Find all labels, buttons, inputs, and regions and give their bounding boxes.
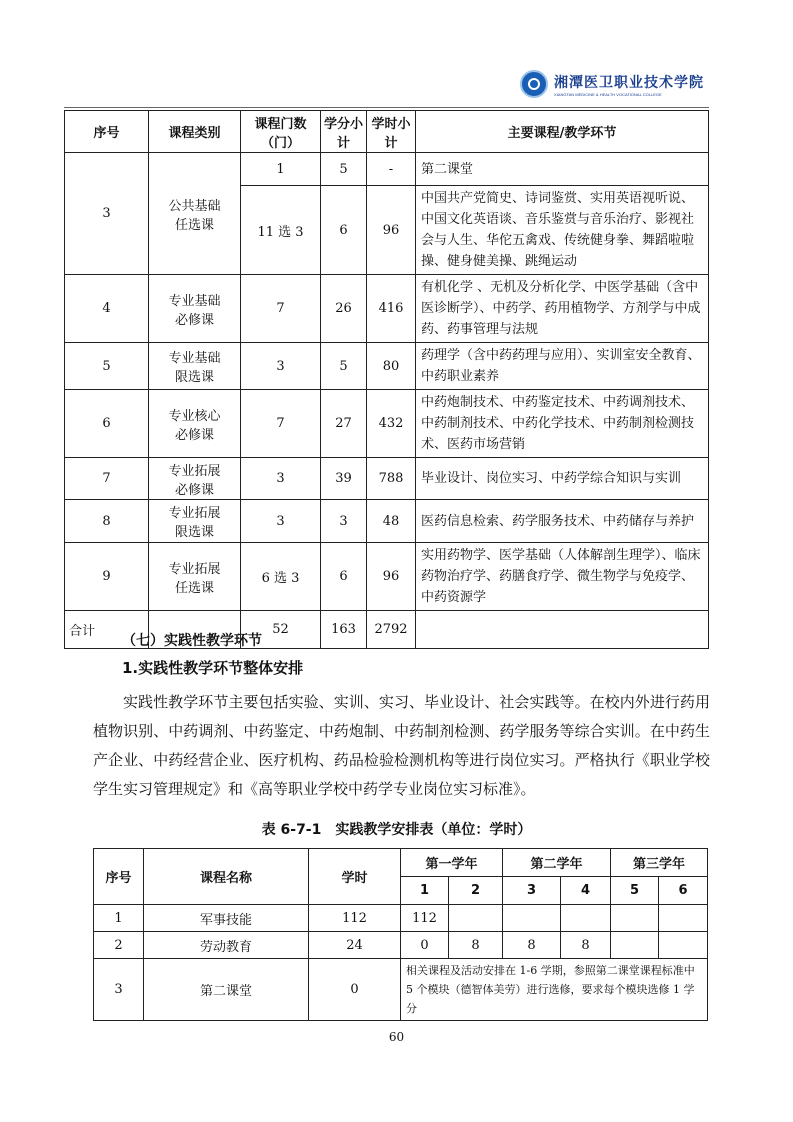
header-cell: 2 [449,877,503,905]
cell-count: 3 [241,500,321,543]
cell-no: 5 [65,343,149,390]
cell-semester-6 [659,932,708,959]
cell-no: 7 [65,458,149,500]
cell-semester-3: 8 [503,932,561,959]
cell-category: 专业拓展限选课 [149,500,241,543]
cell-count: 3 [241,458,321,500]
header-cell: 4 [561,877,611,905]
cell-main: 药理学（含中药药理与应用）、实训室安全教育、中药职业素养 [416,343,709,390]
cell-no: 6 [65,390,149,458]
cell-semester-4: 8 [561,932,611,959]
cell-credits: 3 [321,500,367,543]
cell-category: 专业拓展必修课 [149,458,241,500]
page-number: 60 [388,1030,405,1044]
header-cell: 序号 [65,111,149,153]
college-logo [520,70,704,98]
cell-hours: 112 [309,905,401,932]
cell-no: 9 [65,543,149,611]
cell-main: 医药信息检索、药学服务技术、中药储存与养护 [416,500,709,543]
cell-main: 中国共产党简史、诗词鉴赏、实用英语视听说、中国文化英语谈、音乐鉴赏与音乐治疗、影视社会与人生、华佗五禽戏、传统健身拳、舞蹈啦啦操、健身健美操、跳绳运动 [416,186,709,275]
table-row [65,500,709,543]
header-cell: 5 [611,877,659,905]
subsection-heading: 1.实践性教学环节整体安排 [122,659,304,677]
cell-semester-2 [449,905,503,932]
cell-no: 1 [94,905,144,932]
table-row [65,343,709,390]
cell-semester-2: 8 [449,932,503,959]
cell-count: 6 选 3 [241,543,321,611]
cell-semester-4 [561,905,611,932]
cell-hours: 788 [367,458,416,500]
cell-semester-1: 0 [401,932,449,959]
cell-hours: 416 [367,275,416,343]
table-row [65,458,709,500]
college-emblem-icon [520,70,548,98]
table-row [65,153,709,186]
cell-semester-6 [659,905,708,932]
cell-credits: 163 [321,611,367,649]
cell-empty [416,611,709,649]
header-cell: 3 [503,877,561,905]
cell-category: 专业拓展任选课 [149,543,241,611]
cell-credits: 27 [321,390,367,458]
cell-semester-1: 112 [401,905,449,932]
cell-main: 有机化学 、无机及分析化学、中医学基础（含中医诊断学）、中药学、药用植物学、方剂学与中成药、药事管理与法规 [416,275,709,343]
cell-name: 第二课堂 [144,959,309,1021]
cell-main: 第二课堂 [416,153,709,186]
cell-count: 52 [241,611,321,649]
table-header-row [65,111,709,153]
header-cell: 第一学年 [401,849,503,877]
cell-semester-5 [611,932,659,959]
cell-hours: 96 [367,543,416,611]
table-header-row [94,849,708,877]
cell-credits: 6 [321,543,367,611]
practice-schedule-table [93,848,708,1021]
table-row [65,390,709,458]
cell-hours: 80 [367,343,416,390]
header-cell: 课程类别 [149,111,241,153]
cell-name: 劳动教育 [144,932,309,959]
cell-hours: 24 [309,932,401,959]
cell-hours: 0 [309,959,401,1021]
header-cell: 课程门数（门） [241,111,321,153]
cell-semester-3 [503,905,561,932]
cell-main: 毕业设计、岗位实习、中药学综合知识与实训 [416,458,709,500]
header-cell: 序号 [94,849,144,905]
cell-category: 专业基础必修课 [149,275,241,343]
cell-total-label: 合计 [65,611,149,649]
cell-hours: 96 [367,186,416,275]
cell-credits: 26 [321,275,367,343]
cell-category: 专业核心必修课 [149,390,241,458]
college-name-en: XIANGTAN MEDICINE & HEALTH VOCATIONAL COLLEGE [554,91,662,97]
college-name-cn: 湘潭医卫职业技术学院 [554,74,704,91]
cell-name: 军事技能 [144,905,309,932]
header-cell: 主要课程/教学环节 [416,111,709,153]
cell-no: 3 [94,959,144,1021]
cell-main: 中药炮制技术、中药鉴定技术、中药调剂技术、中药制剂技术、中药化学技术、中药制剂检测技术、医药市场营销 [416,390,709,458]
cell-count: 3 [241,343,321,390]
table-row [65,543,709,611]
cell-main: 实用药物学、医学基础（人体解剖生理学）、临床药物治疗学、药膳食疗学、微生物学与免疫学、中药资源学 [416,543,709,611]
cell-category: 公共基础任选课 [149,153,241,275]
header-cell: 1 [401,877,449,905]
cell-no: 3 [65,153,149,275]
cell-semester-5 [611,905,659,932]
section-heading: （七）实践性教学环节 [122,633,262,649]
cell-no: 4 [65,275,149,343]
table-row [94,932,708,959]
cell-count: 7 [241,390,321,458]
cell-credits: 6 [321,186,367,275]
cell-note: 相关课程及活动安排在 1-6 学期，参照第二课堂课程标准中 5 个模块（德智体美劳）进行选修，要求每个模块选修 1 学分 [401,959,708,1021]
cell-count: 1 [241,153,321,186]
body-paragraph: 实践性教学环节主要包括实验、实训、实习、毕业设计、社会实践等。在校内外进行药用植物识别、中药调剂、中药鉴定、中药炮制、中药制剂检测、药学服务等综合实训。在中药生产企业、中药经营企业、医疗机构、药品检验检测机构等进行岗位实习。严格执行《职业学校学生实习管理规定》和《高等职业学校中药学专业岗位实习标准》。 [93,693,710,798]
cell-hours: - [367,153,416,186]
table-row [94,905,708,932]
cell-credits: 5 [321,343,367,390]
cell-hours: 2792 [367,611,416,649]
curriculum-table [64,110,709,649]
header-cell: 第三学年 [611,849,708,877]
table-row [65,275,709,343]
cell-no: 2 [94,932,144,959]
cell-no: 8 [65,500,149,543]
cell-hours: 48 [367,500,416,543]
header-rule [64,107,709,108]
header-cell: 学时 [309,849,401,905]
table-row [94,959,708,1021]
cell-count: 7 [241,275,321,343]
header-cell: 6 [659,877,708,905]
header-cell: 课程名称 [144,849,309,905]
cell-hours: 432 [367,390,416,458]
cell-count: 11 选 3 [241,186,321,275]
header-cell: 学时小计 [367,111,416,153]
header-cell: 学分小计 [321,111,367,153]
table-caption: 表 6-7-1 实践教学安排表（单位：学时） [261,822,532,838]
header-cell: 第二学年 [503,849,611,877]
cell-credits: 39 [321,458,367,500]
cell-credits: 5 [321,153,367,186]
cell-category: 专业基础限选课 [149,343,241,390]
